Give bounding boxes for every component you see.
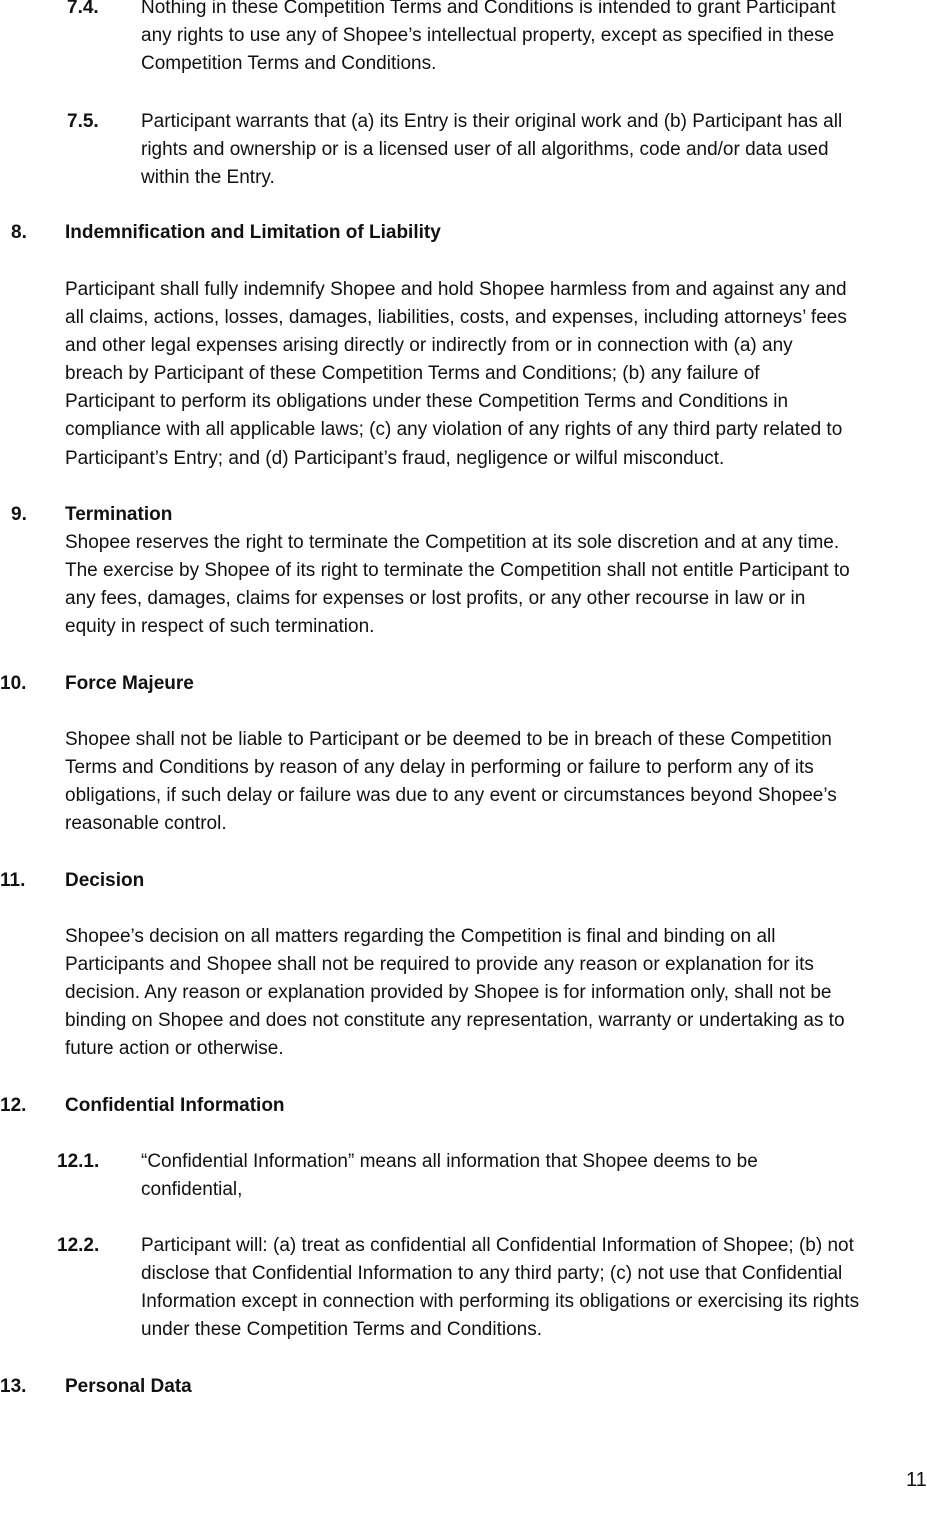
- text-line: all claims, actions, losses, damages, liabilities, costs, and expenses, including attorneys’ fees: [65, 307, 847, 329]
- clause-number-7-4: 7.4.: [67, 0, 99, 18]
- text-line: rights and ownership or is a licensed user of all algorithms, code and/or data used: [141, 139, 829, 160]
- text-line: Participant shall fully indemnify Shopee and hold Shopee harmless from and against any and: [65, 279, 847, 300]
- text-line: future action or otherwise.: [65, 1038, 284, 1060]
- text-line: and other legal expenses arising directly or indirectly from or in connection with (a) any: [65, 335, 793, 357]
- section-number-8: 8.: [11, 222, 27, 243]
- text-line: Participant’s Entry; and (d) Participant’s fraud, negligence or wilful misconduct.: [65, 447, 725, 469]
- section-heading-termination: Termination: [65, 504, 173, 525]
- clause-12-2-text: [141, 1232, 927, 1344]
- clause-7-4-text: [141, 0, 927, 78]
- text-line: Participant warrants that (a) its Entry is their original work and (b) Participant has all: [141, 111, 843, 132]
- text-line: Competition Terms and Conditions.: [141, 53, 437, 74]
- clause-12-1-text: [141, 1148, 927, 1204]
- section-9-paragraph: [65, 529, 927, 641]
- text-line: Shopee reserves the right to terminate the Competition at its sole discretion and at any time.: [65, 532, 840, 553]
- text-line: Participants and Shopee shall not be required to provide any reason or explanation for its: [65, 954, 814, 976]
- clause-number-12-2: 12.2.: [57, 1235, 100, 1256]
- section-11-paragraph: [65, 923, 927, 1063]
- clause-number-12-1: 12.1.: [57, 1151, 100, 1172]
- page-number: 11: [906, 1469, 927, 1491]
- section-number-9: 9.: [11, 504, 27, 525]
- text-line: “Confidential Information” means all information that Shopee deems to be: [141, 1151, 758, 1172]
- text-line: under these Competition Terms and Conditions.: [141, 1319, 542, 1340]
- text-line: disclose that Confidential Information to any third party; (c) not use that Confidential: [141, 1263, 843, 1284]
- text-line: reasonable control.: [65, 813, 227, 835]
- text-line: within the Entry.: [141, 167, 275, 188]
- section-number-12: 12.: [0, 1095, 27, 1116]
- text-line: Nothing in these Competition Terms and Conditions is intended to grant Participant: [141, 0, 836, 18]
- text-line: Participant will: (a) treat as confidential all Confidential Information of Shopee; (b) not: [141, 1235, 854, 1256]
- section-heading-indemnification: Indemnification and Limitation of Liability: [65, 222, 441, 243]
- text-line: decision. Any reason or explanation provided by Shopee is for information only, shall not be: [65, 982, 832, 1004]
- text-line: Information except in connection with performing its obligations or exercising its rights: [141, 1291, 860, 1312]
- section-number-13: 13.: [0, 1376, 27, 1397]
- section-8-paragraph: [65, 276, 927, 473]
- section-10-paragraph: [65, 726, 927, 838]
- section-heading-confidential-information: Confidential Information: [65, 1095, 285, 1116]
- text-line: compliance with all applicable laws; (c) any violation of any rights of any third party related to: [65, 419, 843, 441]
- section-heading-force-majeure: Force Majeure: [65, 673, 194, 694]
- clause-7-5-text: [141, 108, 927, 192]
- text-line: Terms and Conditions by reason of any delay in performing or failure to perform any of its: [65, 757, 814, 779]
- text-line: Participant to perform its obligations under these Competition Terms and Conditions in: [65, 391, 789, 413]
- text-line: any rights to use any of Shopee’s intellectual property, except as specified in these: [141, 25, 835, 46]
- section-number-11: 11.: [0, 870, 26, 891]
- text-line: breach by Participant of these Competition Terms and Conditions; (b) any failure of: [65, 363, 760, 385]
- text-line: binding on Shopee and does not constitute any representation, warranty or undertaking as to: [65, 1010, 845, 1032]
- clause-number-7-5: 7.5.: [67, 111, 99, 132]
- section-number-10: 10.: [0, 673, 27, 694]
- text-line: Shopee shall not be liable to Participant or be deemed to be in breach of these Competition: [65, 729, 832, 750]
- text-line: The exercise by Shopee of its right to terminate the Competition shall not entitle Participant to: [65, 560, 850, 582]
- text-line: confidential,: [141, 1179, 243, 1200]
- section-heading-decision: Decision: [65, 870, 145, 891]
- section-heading-personal-data: Personal Data: [65, 1376, 192, 1397]
- text-line: obligations, if such delay or failure was due to any event or circumstances beyond Shopee’s: [65, 785, 837, 807]
- text-line: equity in respect of such termination.: [65, 616, 375, 638]
- text-line: Shopee’s decision on all matters regarding the Competition is final and binding on all: [65, 926, 776, 947]
- text-line: any fees, damages, claims for expenses or lost profits, or any other recourse in law or in: [65, 588, 806, 610]
